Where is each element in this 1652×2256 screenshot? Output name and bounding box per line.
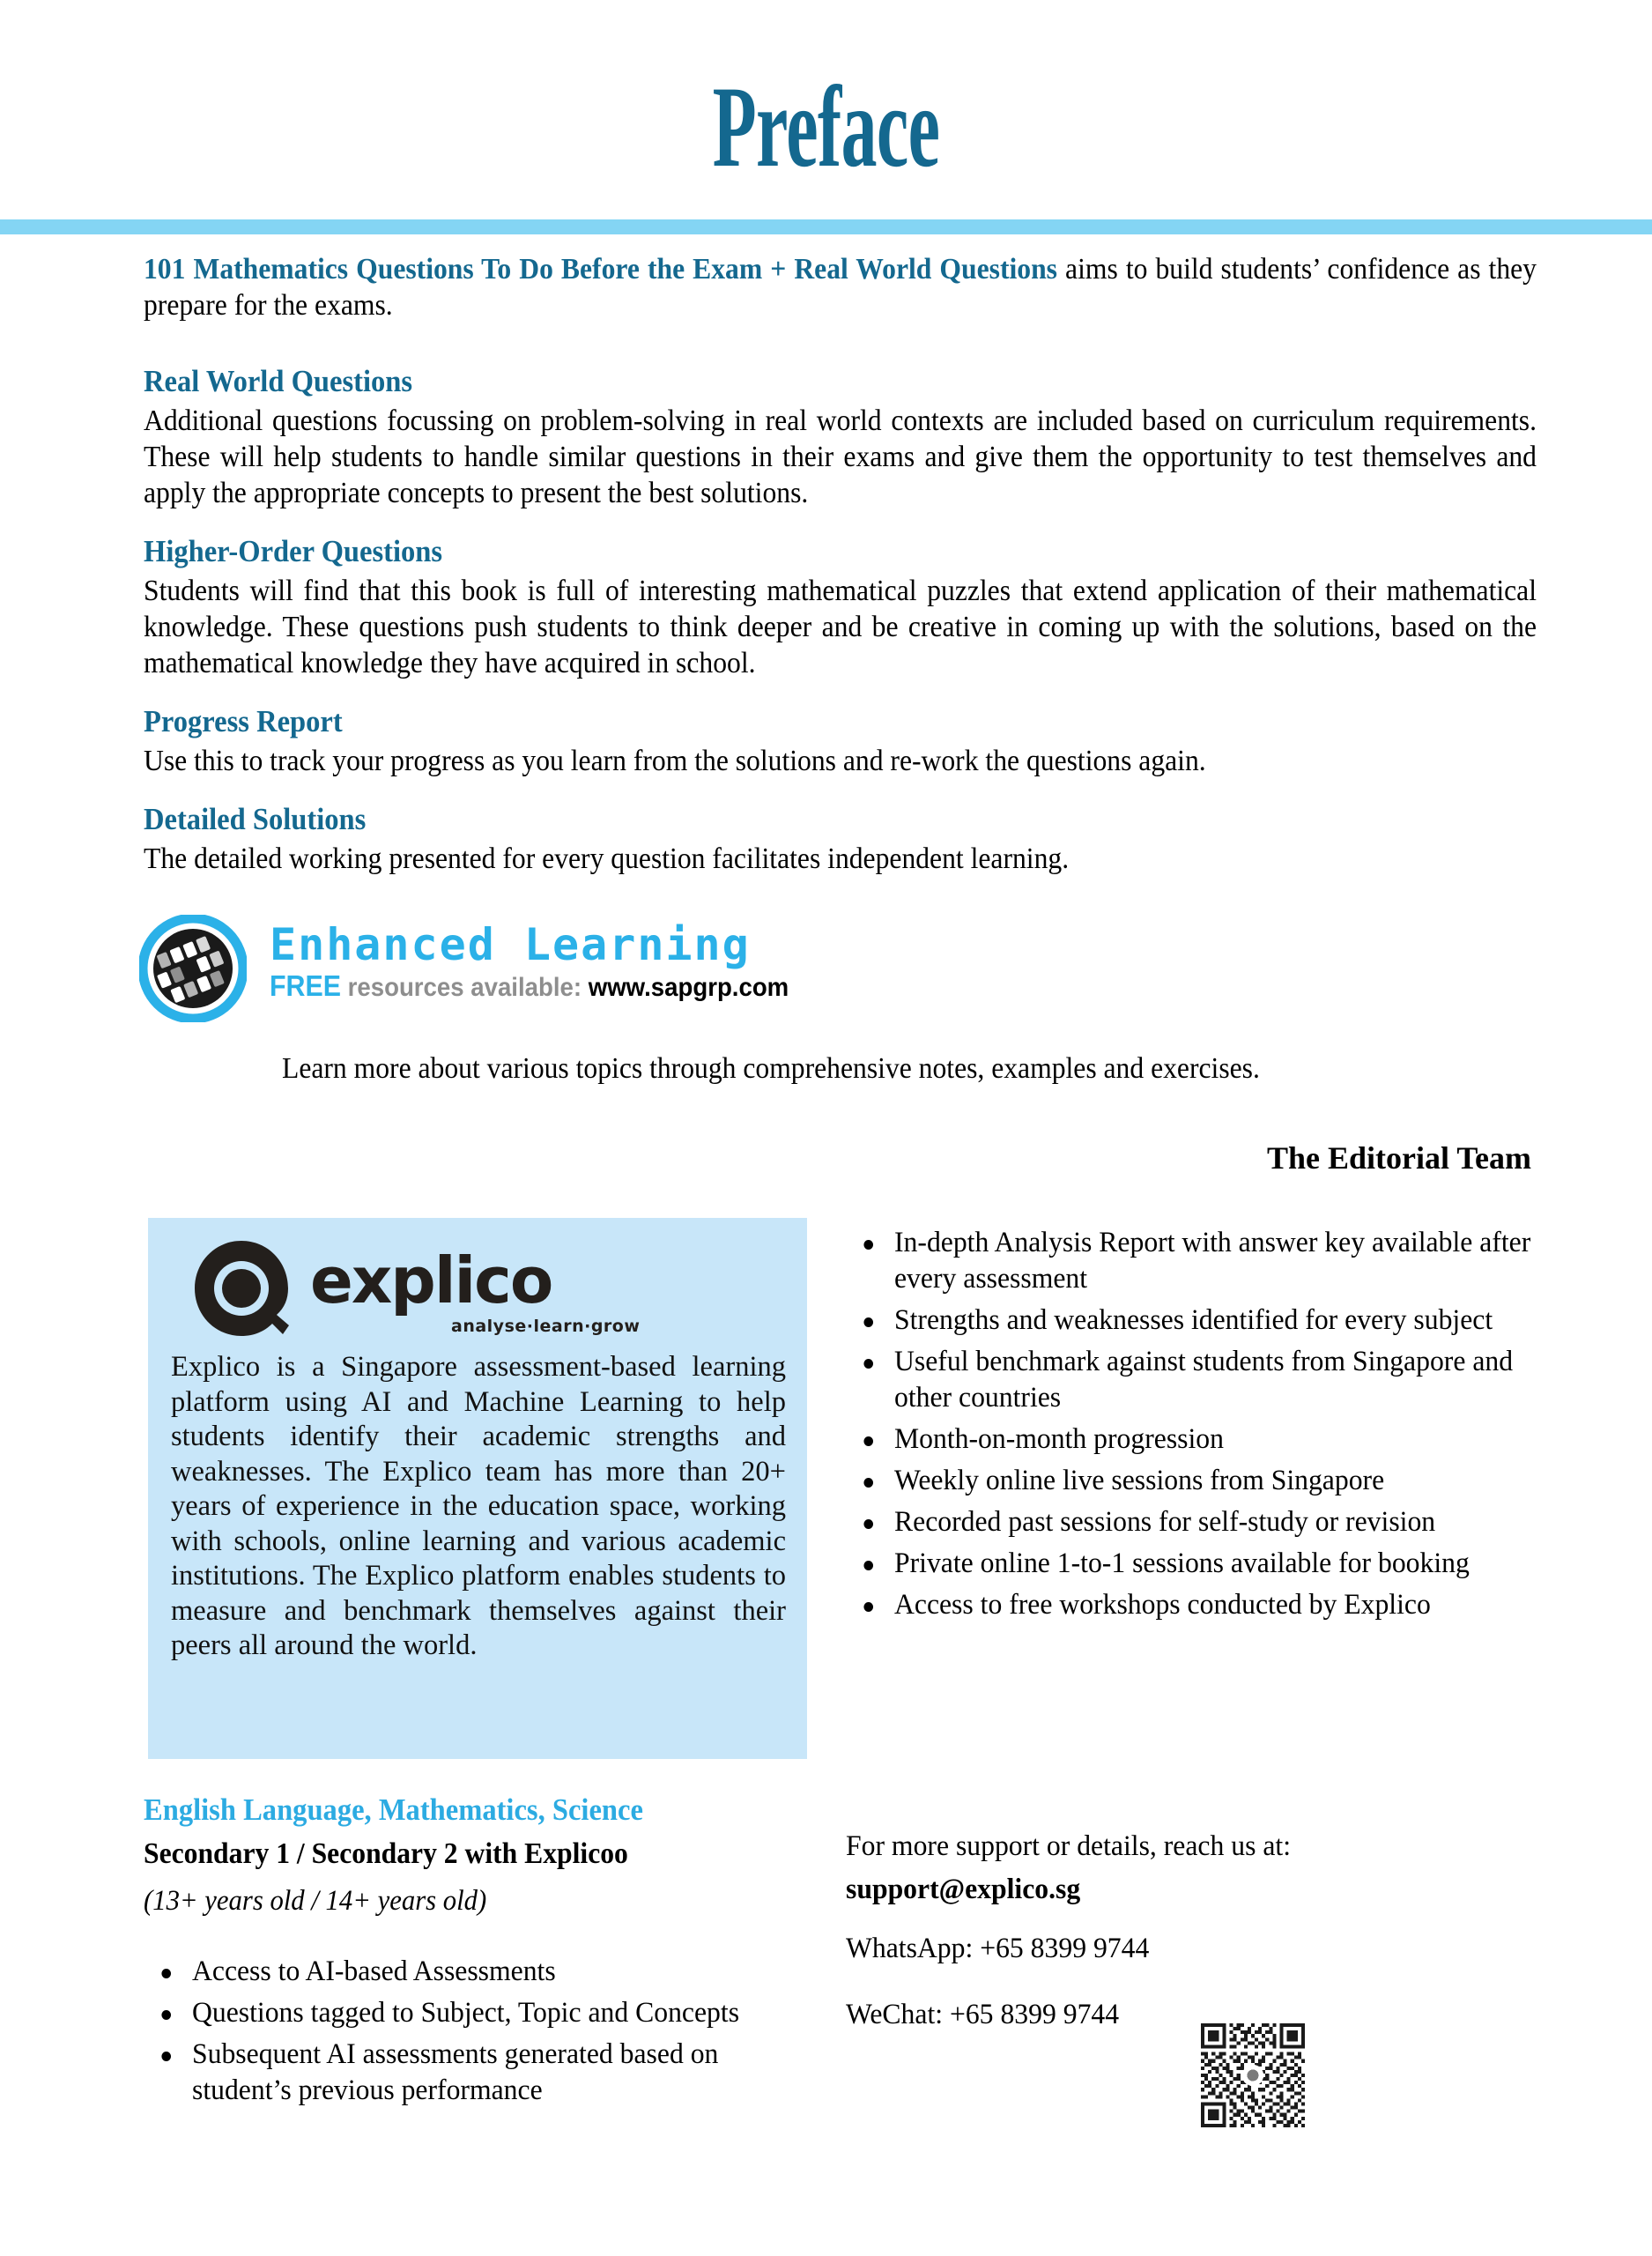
section-body-detailed-solutions: The detailed working presented for every question facilitates independent learning. [144,842,1070,875]
support-email[interactable]: support@explico.sg [846,1874,1081,1905]
enhanced-learning-logo [139,908,932,1031]
explico-tagline: analyse·learn·grow [451,1317,641,1336]
enhanced-learning-badge-icon [139,915,247,1022]
explico-q-mark-icon [192,1239,291,1341]
sapgrp-url[interactable]: www.sapgrp.com [588,973,789,1002]
explico-description: Explico is a Singapore assessment-based learning platform using AI and Machine Learning to help students identify their academic strengths and weaknesses. The Explico team has more than 20+ years of experience in the education space, working with schools, online learning and various academic institutions. The Explico platform enables students to measure and benchmark themselves against their peers all around the world. [171,1351,786,1661]
list-item: Strengths and weaknesses identified for every subject [894,1302,1554,1339]
support-intro: For more support or details, reach us at: [846,1830,1292,1862]
resources-available-label: resources available: [340,973,589,1002]
wechat-qr-code-icon [1201,2023,1305,2127]
intro-rest: aims to build students’ confidence as they prepare for the exams. [144,253,1537,322]
header-divider-rule [0,219,1652,234]
explico-logo [171,1234,786,1347]
spacer [144,329,1536,341]
whatsapp-contact: WhatsApp: +65 8399 9744 [846,1933,1150,1964]
page-title: Preface [712,62,940,191]
programme-subjects-heading: English Language, Mathematics, Science [144,1792,643,1827]
list-item: Weekly online live sessions from Singapore [894,1463,1554,1499]
section-heading-detailed-solutions: Detailed Solutions [144,802,367,836]
learn-more-caption: Learn more about various topics through comprehensive notes, examples and exercises. [282,1052,1260,1085]
list-item: Access to free workshops conducted by Explico [894,1587,1554,1623]
section-heading-real-world: Real World Questions [144,364,413,398]
intro-paragraph [144,251,1537,323]
section-heading-higher-order: Higher-Order Questions [144,534,443,568]
free-label: FREE [270,969,341,1002]
enhanced-learning-text [270,920,833,1003]
wechat-contact: WeChat: +65 8399 9744 [846,1999,1120,2030]
enhanced-learning-title: Enhanced Learning [270,919,751,970]
list-item: Private online 1-to-1 sessions available for booking [894,1546,1554,1582]
explico-info-panel [148,1218,807,1759]
enhanced-learning-subtitle [270,971,789,1003]
list-item: Useful benchmark against students from Singapore and other countries [894,1344,1554,1416]
preface-body [144,251,1536,882]
programme-ul [144,1954,796,2109]
list-item: Questions tagged to Subject, Topic and Concepts [192,1995,810,2031]
programme-level: Secondary 1 / Secondary 2 with Explicoo [144,1837,628,1870]
programme-ages: (13+ years old / 14+ years old) [144,1885,487,1917]
section-body-real-world: Additional questions focussing on problem-solving in real world contexts are included based on curriculum requirements. These will help students to handle similar questions in their exams and give them the opportunity to test themselves and apply the appropriate concepts to present the best solutions. [144,404,1537,509]
explico-wordmark: explico [310,1243,552,1317]
section-body-higher-order: Students will find that this book is full of interesting mathematical puzzles that extend application of their mathematical knowledge. These questions push students to think deeper and be creative in coming up with the solutions, based on the mathematical knowledge they have acquired in school. [144,575,1537,679]
book-title: 101 Mathematics Questions To Do Before the Exam + Real World Questions [144,253,1057,286]
list-item: Access to AI-based Assessments [192,1954,810,1990]
list-item: Subsequent AI assessments generated based on student’s previous performance [192,2037,810,2109]
section-body-progress-report: Use this to track your progress as you learn from the solutions and re-work the questions again. [144,745,1206,777]
list-item: Month-on-month progression [894,1421,1554,1458]
list-item: In-depth Analysis Report with answer key available after every assessment [894,1225,1554,1297]
section-heading-progress-report: Progress Report [144,704,343,738]
features-ul [846,1225,1542,1623]
list-item: Recorded past sessions for self-study or revision [894,1504,1554,1540]
support-contact-block [846,1829,1542,2040]
explico-features-list [846,1225,1542,1629]
programme-features-list [144,1954,796,2114]
editorial-team-signoff: The Editorial Team [1266,1140,1531,1176]
